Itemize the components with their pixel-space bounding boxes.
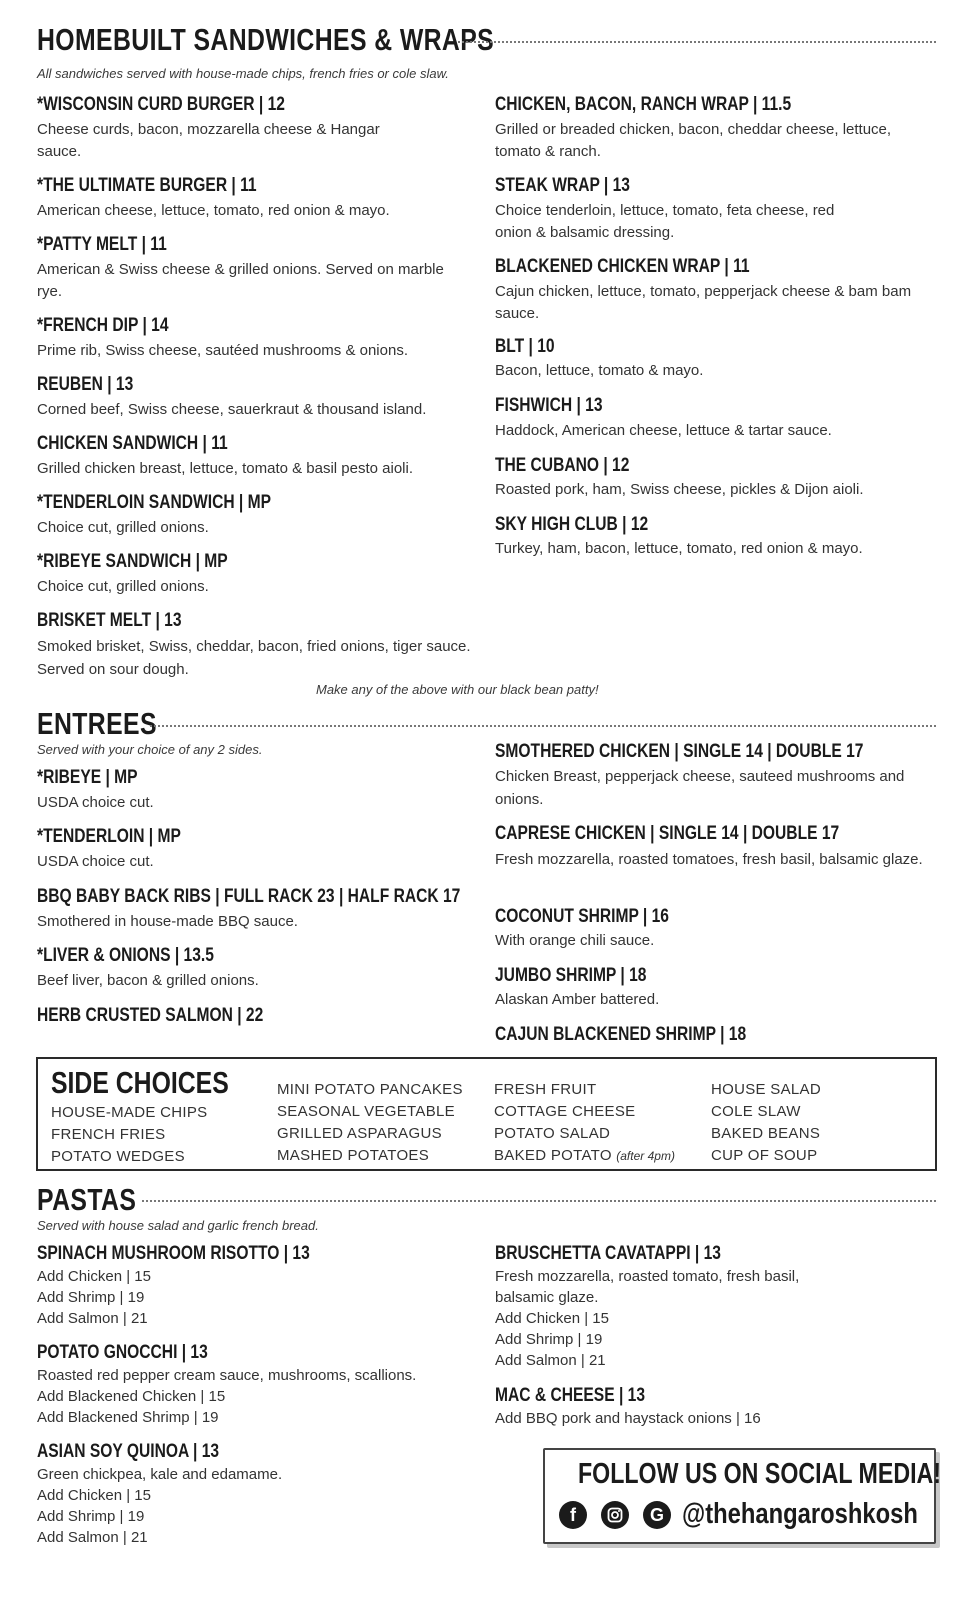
addon: Add Salmon | 21	[37, 1310, 148, 1327]
item-name: *THE ULTIMATE BURGER | 11	[37, 174, 257, 196]
sandwiches-title: HOMEBUILT SANDWICHES & WRAPS	[37, 22, 495, 57]
item-name: THE CUBANO | 12	[495, 454, 630, 476]
item-desc: Cheese curds, bacon, mozzarella cheese & Hangar sauce.	[37, 121, 380, 160]
item-name: *PATTY MELT | 11	[37, 233, 167, 255]
entrees-divider	[150, 725, 936, 727]
item-name: ASIAN SOY QUINOA | 13	[37, 1440, 220, 1462]
item-name: *RIBEYE SANDWICH | MP	[37, 550, 228, 572]
item-name: *WISCONSIN CURD BURGER | 12	[37, 93, 285, 115]
side-item: COLE SLAW	[711, 1103, 801, 1120]
addon: Add Salmon | 21	[37, 1529, 148, 1546]
item-name: FISHWICH | 13	[495, 394, 603, 416]
item-desc: Fresh mozzarella, roasted tomato, fresh basil, balsamic glaze.	[495, 1268, 800, 1306]
addon: Add Shrimp | 19	[495, 1331, 603, 1348]
item-name: CAPRESE CHICKEN | SINGLE 14 | DOUBLE 17	[495, 822, 840, 844]
item-desc: American & Swiss cheese & grilled onions. Served on marble rye.	[37, 261, 444, 300]
item-desc: American cheese, lettuce, tomato, red onion & mayo.	[37, 202, 390, 219]
addon: Add Blackened Chicken | 15	[37, 1388, 226, 1405]
addon: Add Chicken | 15	[495, 1310, 609, 1327]
side-item: MASHED POTATOES	[277, 1147, 430, 1164]
side-item-note: (after 4pm)	[616, 1149, 675, 1163]
item-name: CHICKEN, BACON, RANCH WRAP | 11.5	[495, 93, 792, 115]
social-title: FOLLOW US ON SOCIAL MEDIA!	[578, 1458, 942, 1490]
item-name: POTATO GNOCCHI | 13	[37, 1341, 208, 1363]
addon: Add Chicken | 15	[37, 1268, 151, 1285]
item-desc: USDA choice cut.	[37, 853, 154, 870]
item-desc: Bacon, lettuce, tomato & mayo.	[495, 362, 704, 379]
item-name: *TENDERLOIN SANDWICH | MP	[37, 491, 272, 513]
item-desc: Alaskan Amber battered.	[495, 991, 660, 1008]
item-name: BRISKET MELT | 13	[37, 609, 182, 631]
side-item: HOUSE-MADE CHIPS	[51, 1104, 208, 1121]
item-name: SMOTHERED CHICKEN | SINGLE 14 | DOUBLE 17	[495, 740, 864, 762]
item-desc: Green chickpea, kale and edamame.	[37, 1466, 283, 1483]
item-desc: With orange chili sauce.	[495, 932, 655, 949]
side-item: MINI POTATO PANCAKES	[277, 1081, 463, 1098]
side-item: BAKED BEANS	[711, 1125, 821, 1142]
item-desc: Smoked brisket, Swiss, cheddar, bacon, fried onions, tiger sauce. Served on sour dough.	[37, 638, 471, 678]
item-name: BLT | 10	[495, 335, 555, 357]
pastas-divider	[142, 1200, 936, 1202]
item-desc: Cajun chicken, lettuce, tomato, pepperjack cheese & bam bam sauce.	[495, 283, 912, 322]
side-item: GRILLED ASPARAGUS	[277, 1125, 442, 1142]
addon: Add Shrimp | 19	[37, 1289, 145, 1306]
addon: Add Shrimp | 19	[37, 1508, 145, 1525]
item-name: *LIVER & ONIONS | 13.5	[37, 944, 214, 966]
item-name: SPINACH MUSHROOM RISOTTO | 13	[37, 1242, 310, 1264]
google-icon[interactable]: G	[643, 1501, 671, 1529]
item-name: SKY HIGH CLUB | 12	[495, 513, 649, 535]
item-name: COCONUT SHRIMP | 16	[495, 905, 669, 927]
item-desc: Smothered in house-made BBQ sauce.	[37, 913, 298, 930]
item-desc: Prime rib, Swiss cheese, sautéed mushrooms & onions.	[37, 342, 408, 359]
item-name: CHICKEN SANDWICH | 11	[37, 432, 228, 454]
addon: Add Chicken | 15	[37, 1487, 151, 1504]
side-item: CUP OF SOUP	[711, 1147, 818, 1164]
instagram-icon[interactable]	[601, 1501, 629, 1529]
item-desc: Turkey, ham, bacon, lettuce, tomato, red onion & mayo.	[495, 540, 863, 557]
side-item-baked-potato	[494, 1147, 675, 1164]
item-name: *FRENCH DIP | 14	[37, 314, 169, 336]
item-desc: Grilled chicken breast, lettuce, tomato & basil pesto aioli.	[37, 460, 414, 477]
side-item-label: BAKED POTATO	[494, 1147, 612, 1164]
item-name: REUBEN | 13	[37, 373, 134, 395]
addon: Add Salmon | 21	[495, 1352, 606, 1369]
item-desc: Grilled or breaded chicken, bacon, cheddar cheese, lettuce, tomato & ranch.	[495, 121, 892, 160]
side-choices-title: SIDE CHOICES	[51, 1065, 229, 1100]
addon: Add BBQ pork and haystack onions | 16	[495, 1410, 761, 1427]
item-desc: Fresh mozzarella, roasted tomatoes, fresh basil, balsamic glaze.	[495, 851, 923, 868]
item-desc: Roasted red pepper cream sauce, mushrooms, scallions.	[37, 1367, 417, 1384]
side-item: FRENCH FRIES	[51, 1126, 166, 1143]
item-name: JUMBO SHRIMP | 18	[495, 964, 647, 986]
side-item: POTATO SALAD	[494, 1125, 611, 1142]
side-item: FRESH FRUIT	[494, 1081, 597, 1098]
item-name: HERB CRUSTED SALMON | 22	[37, 1004, 264, 1026]
item-name: BBQ BABY BACK RIBS | FULL RACK 23 | HALF RACK 17	[37, 885, 461, 907]
side-item: POTATO WEDGES	[51, 1148, 185, 1165]
social-handle[interactable]: @thehangaroshkosh	[682, 1498, 918, 1530]
side-item: HOUSE SALAD	[711, 1081, 821, 1098]
black-bean-note: Make any of the above with our black bean patty!	[316, 682, 599, 697]
item-name: CAJUN BLACKENED SHRIMP | 18	[495, 1023, 747, 1045]
item-desc: Haddock, American cheese, lettuce & tartar sauce.	[495, 422, 832, 439]
item-desc: USDA choice cut.	[37, 794, 154, 811]
item-desc: Chicken Breast, pepperjack cheese, sauteed mushrooms and onions.	[495, 768, 905, 808]
item-name: BRUSCHETTA CAVATAPPI | 13	[495, 1242, 721, 1264]
item-name: BLACKENED CHICKEN WRAP | 11	[495, 255, 750, 277]
addon: Add Blackened Shrimp | 19	[37, 1409, 219, 1426]
item-name: *TENDERLOIN | MP	[37, 825, 181, 847]
facebook-icon[interactable]: f	[559, 1501, 587, 1529]
pastas-note: Served with house salad and garlic french bread.	[37, 1218, 319, 1233]
social-icons	[559, 1501, 671, 1529]
item-desc: Corned beef, Swiss cheese, sauerkraut & thousand island.	[37, 401, 427, 418]
item-name: STEAK WRAP | 13	[495, 174, 630, 196]
sandwiches-note: All sandwiches served with house-made chips, french fries or cole slaw.	[37, 66, 449, 81]
sandwiches-divider	[458, 41, 936, 43]
item-name: *RIBEYE | MP	[37, 766, 138, 788]
side-item: SEASONAL VEGETABLE	[277, 1103, 455, 1120]
item-desc: Choice cut, grilled onions.	[37, 578, 209, 595]
entrees-title: ENTREES	[37, 706, 157, 741]
entrees-note: Served with your choice of any 2 sides.	[37, 742, 263, 757]
item-desc: Roasted pork, ham, Swiss cheese, pickles & Dijon aioli.	[495, 481, 864, 498]
pastas-title: PASTAS	[37, 1182, 137, 1217]
item-name: MAC & CHEESE | 13	[495, 1384, 645, 1406]
side-item: COTTAGE CHEESE	[494, 1103, 636, 1120]
item-desc: Choice cut, grilled onions.	[37, 519, 209, 536]
item-desc: Choice tenderloin, lettuce, tomato, feta cheese, red onion & balsamic dressing.	[495, 202, 835, 241]
item-desc: Beef liver, bacon & grilled onions.	[37, 972, 259, 989]
